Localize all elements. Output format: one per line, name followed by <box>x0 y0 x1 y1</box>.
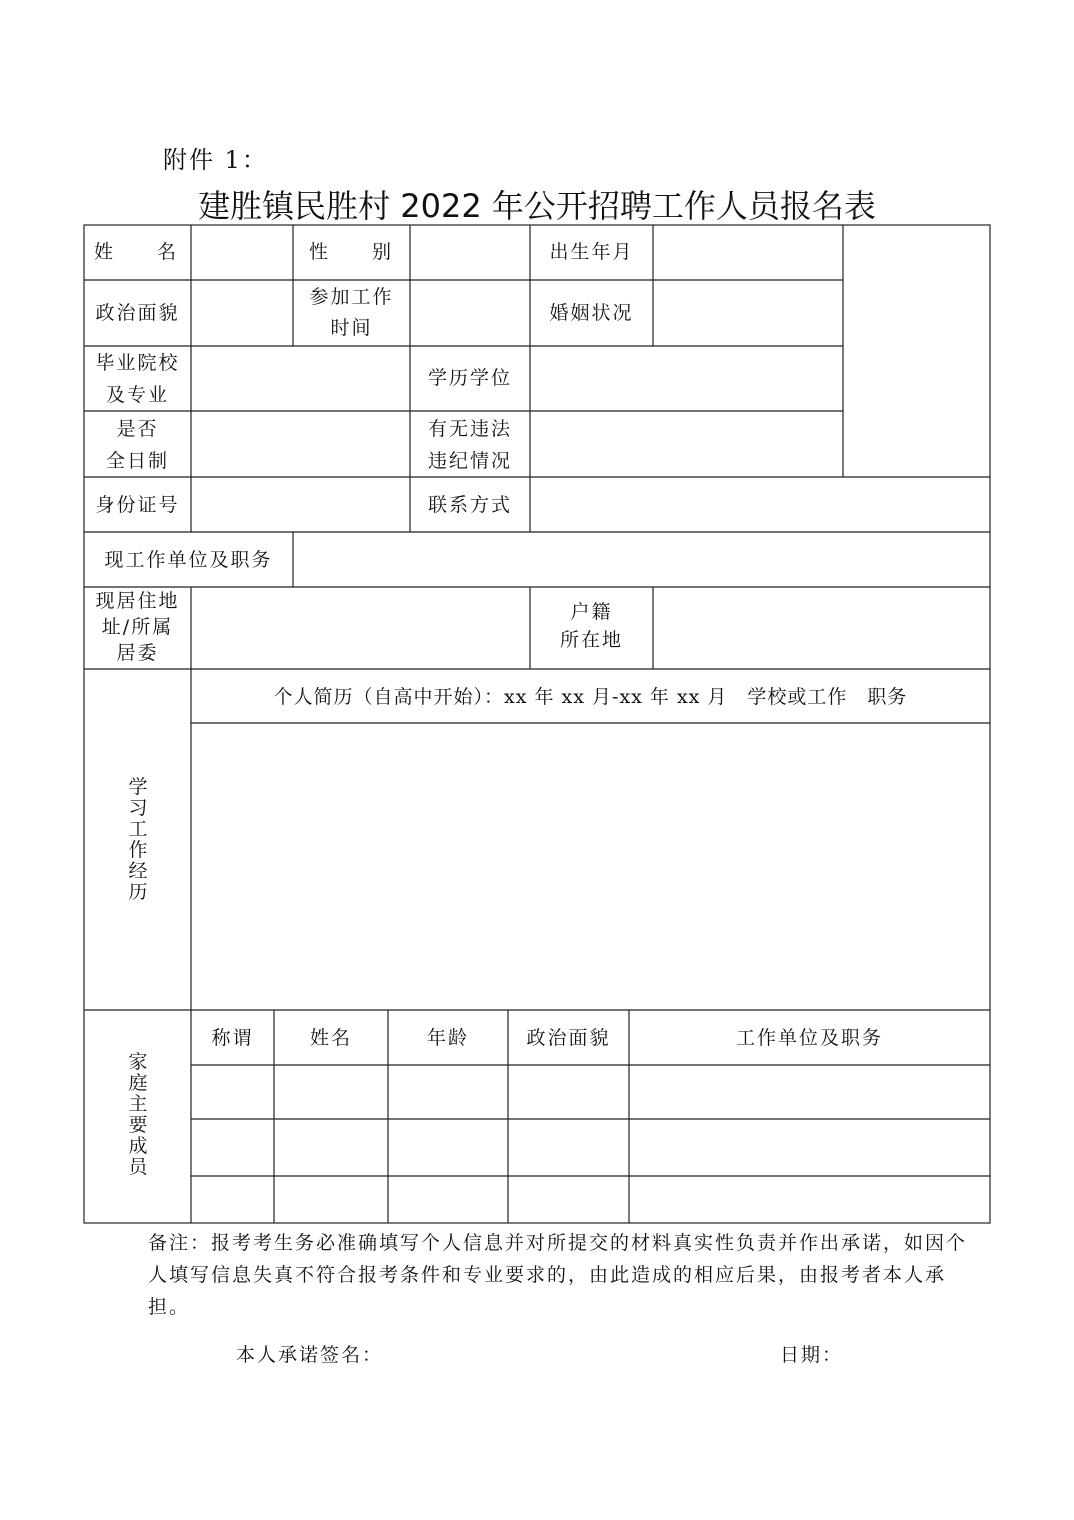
signature-label: 本人承诺签名： <box>236 1344 384 1366</box>
remarks-note: 备注：报考考生务必准确填写个人信息并对所提交的材料真实性负责并作出承诺，如因个人填写信息失真不符合报考条件和专业要求的，由此造成的相应后果，由报考者本人承担。 <box>148 1232 968 1318</box>
political-input[interactable] <box>192 281 292 345</box>
degree-label: 学历学位 <box>427 367 512 389</box>
gender-input[interactable] <box>411 226 529 279</box>
resume-section-label: 学 习 工 作 经 历 <box>128 776 148 903</box>
violation-input[interactable] <box>531 412 842 476</box>
birth-label: 出生年月 <box>549 241 634 263</box>
attachment-label: 附件 1： <box>163 146 268 174</box>
family-row[interactable] <box>192 1177 989 1222</box>
resume-header: 个人简历（自高中开始）：xx 年 xx 月-xx 年 xx 月 学校或工作 职务 <box>273 686 908 708</box>
photo-area[interactable] <box>844 226 989 476</box>
work-start-label-1: 参加工作 <box>309 286 394 308</box>
hukou-input[interactable] <box>654 588 989 668</box>
degree-input[interactable] <box>531 347 842 410</box>
marital-input[interactable] <box>654 281 842 345</box>
work-start-label-2: 时间 <box>330 317 373 339</box>
school-input[interactable] <box>192 347 409 410</box>
family-header-name: 姓名 <box>309 1027 352 1049</box>
fulltime-label-2: 全日制 <box>105 450 169 472</box>
name-input[interactable] <box>192 226 292 279</box>
contact-input[interactable] <box>531 478 989 531</box>
current-job-label: 现工作单位及职务 <box>104 549 273 571</box>
gender-label: 性 别 <box>309 241 394 263</box>
contact-label: 联系方式 <box>427 494 512 516</box>
address-label-3: 居委 <box>116 642 159 664</box>
hukou-label-1: 户籍 <box>570 601 613 623</box>
hukou-label-2: 所在地 <box>559 629 623 651</box>
political-label: 政治面貌 <box>95 302 180 324</box>
fulltime-input[interactable] <box>192 412 409 476</box>
address-input[interactable] <box>192 588 529 668</box>
form-title: 建胜镇民胜村 2022 年公开招聘工作人员报名表 <box>198 187 876 225</box>
current-job-input[interactable] <box>294 533 989 586</box>
family-section-label: 家 庭 主 要 成 员 <box>128 1051 148 1178</box>
birth-input[interactable] <box>654 226 842 279</box>
family-row[interactable] <box>192 1066 989 1118</box>
violation-label-2: 违纪情况 <box>427 450 512 472</box>
date-label: 日期： <box>780 1344 844 1366</box>
family-row[interactable] <box>192 1120 989 1175</box>
id-number-label: 身份证号 <box>95 494 180 516</box>
family-header-job: 工作单位及职务 <box>735 1027 883 1049</box>
violation-label-1: 有无违法 <box>427 418 512 440</box>
family-header-relation: 称谓 <box>211 1027 254 1049</box>
resume-input[interactable] <box>192 724 989 1009</box>
address-label-1: 现居住地 <box>95 590 180 612</box>
school-label-2: 及专业 <box>105 384 169 406</box>
work-start-input[interactable] <box>411 281 529 345</box>
school-label-1: 毕业院校 <box>95 352 180 374</box>
marital-label: 婚姻状况 <box>549 302 634 324</box>
id-number-input[interactable] <box>192 478 409 531</box>
fulltime-label-1: 是否 <box>116 418 159 440</box>
family-header-political: 政治面貌 <box>526 1027 611 1049</box>
name-label: 姓 名 <box>94 241 179 263</box>
family-header-age: 年龄 <box>426 1027 469 1049</box>
address-label-2: 址/所属 <box>101 616 174 638</box>
